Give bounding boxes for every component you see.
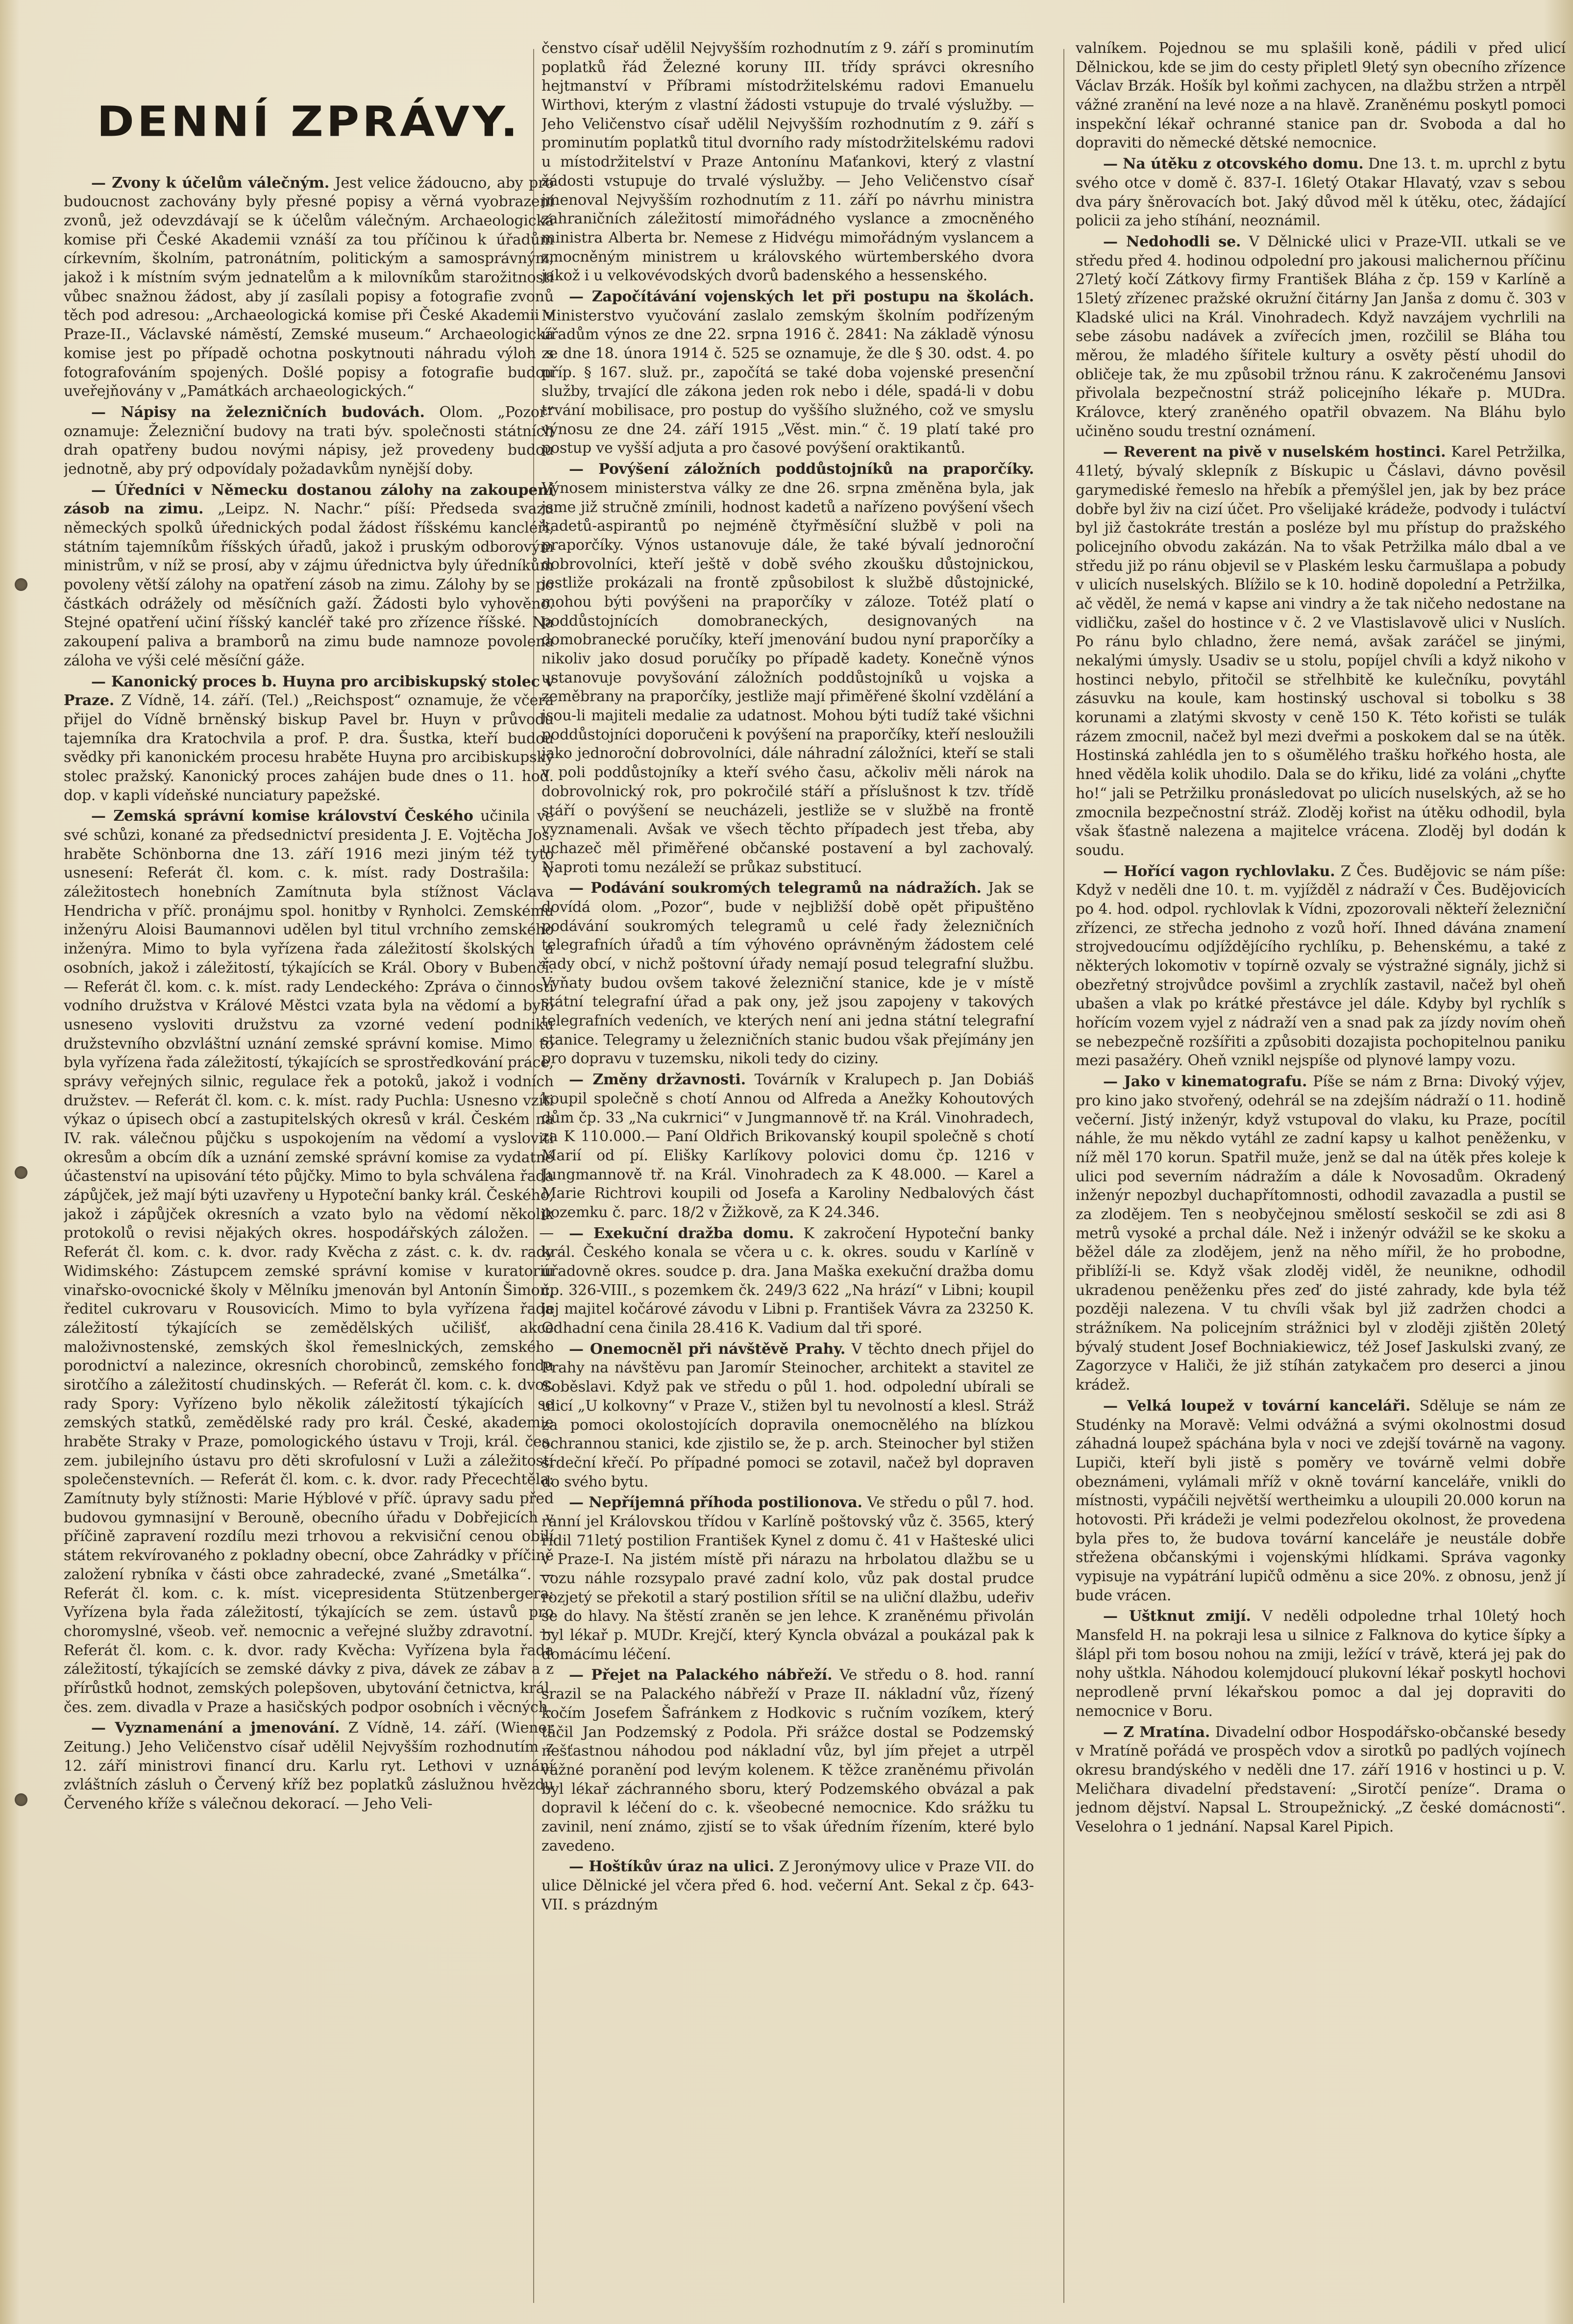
- article: [1076, 1397, 1566, 1606]
- article-headline: — Započítávání vojenských let při postupu na školách.: [569, 288, 1034, 305]
- article-body: Píše se nám z Brna: Divoký výjev, pro kino jako stvořený, odehrál se na zdejším nádraží o 11. hodině večerní. Jistý inženýr, když vstupoval do vlaku, ku Praze, pocítil náhle, že mu někdo vytáhl ze zadní kapsy u kalhot peněženku, v níž měl 170 korun. Spatřil muže, jenž se dal na útěk přes koleje k ulici pod severním nádražím a dále k Novosadům. Okradený inženýr nepozbyl duchapřítomnosti, odhodil zavazadla a pustil se za zlodějem. Ten s neobyčejnou smělostí seskočil se zdi asi 8 metrů vysoké a prchal dále. Než i inženýr odvážil se ke skoku a běžel dále za zlodějem, jenž na něho mířil, že ho probodne, přiblíží-li se. Když však zloděj viděl, že neunikne, odhodil ukradenou peněženku přes zeď do jisté zahrady, kde byla též později nalezena. V tu chvíli však byl již zadržen chodci a strážníkem. Na policejním strážnici byl v zloději zjištěn 20letý bývalý student Josef Bochniakiewicz, též Josef Jaskulski zvaný, ze Zagorzyce v Haliči, že již stíhán zatykačem pro deserci a jinou krádež.: [1076, 1073, 1566, 1394]
- article-body: Z Vídně, 14. září. (Tel.) „Reichspost“ oznamuje, že včera přijel do Vídně brněnský biskup Pavel br. Huyn v průvodu tajemníka dra Kratochvila a prof. P. dra. Šustka, kteří budou svědky při kanonickém procesu hraběte Huyna pro arcibiskupský stolec pražský. Kanonický proces zahájen bude dnes o 11. hod. dop. v kapli vídeňské nunciatury papežské.: [64, 692, 554, 804]
- article-body: Z Jeronýmovy ulice v Praze VII. do ulice Dělnické jel včera před 6. hod. večerní Ant. Sekal z čp. 643-VII. s prázdným: [541, 1858, 1034, 1913]
- article-body: V Dělnické ulici v Praze-VII. utkali se ve středu před 4. hodinou odpolední pro jakousi malichernou příčinu 27letý kočí Zátkovy firmy František Bláha z čp. 159 v Karlíně a 15letý zřízenec pražské okružní čitárny Jan Janša z domu č. 303 v Kladské ulici na Král. Vinohradech. Když navzájem vychrlili na sebe zásobu nadávek a zvířecích jmen, rozčilil se Bláha tou měrou, že mladého šířitele kultury a osvěty pěstí uhodil do obličeje tak, že mu způsobil tržnou ránu. K zakročenému Jansovi přivolala bezpečnostní stráž policejního lékaře p. MUDra. Královce, který zraněného opatřil obvazem. Na Bláhu bylo učiněno soudu trestní oznámení.: [1076, 233, 1566, 440]
- article-headline: — Hořící vagon rychlovlaku.: [1103, 862, 1335, 880]
- article: [64, 174, 554, 401]
- article: [1076, 155, 1566, 231]
- article-body: V těchto dnech přijel do Prahy na návštěvu pan Jaromír Steinocher, architekt a stavitel ze Soběslavi. Když pak ve středu o půl 1. hod. odpolední ubírali se ulicí „U kolkovny“ v Praze V., stižen byl tu nevolností a klesl. Stráž za pomoci okolostojících dopravila onemocnělého na blízkou ochrannou stanici, kde zjistilo se, že p. arch. Steinocher byl stižen srdeční křečí. Po případné pomoci se zotavil, načež byl dopraven do svého bytu.: [541, 1340, 1034, 1491]
- article-headline: — Zvony k účelům válečným.: [91, 174, 329, 192]
- column-1: [64, 39, 554, 2303]
- article-headline: — Nedohodli se.: [1103, 233, 1241, 250]
- article-headline: — Zemská správní komise království Českého: [91, 807, 473, 825]
- article: [541, 39, 1034, 286]
- article: [541, 1493, 1034, 1664]
- article-body: Divadelní odbor Hospodářsko-občanské besedy v Mratíně pořádá ve prospěch vdov a sirotků po padlých vojínech okresu brandýského v neděli dne 17. září 1916 v hostinci u p. V. Meličhara divadelní představení: „Sirotčí peníze“. Drama o jednom dějství. Napsal L. Stroupežnický. „Z české domácnosti“. Veseloh​ra o 1 jednání. Napsal Karel Pipich.: [1076, 1723, 1566, 1835]
- article: [541, 1224, 1034, 1338]
- article-headline: — Povýšení záložních poddůstojníků na praporčíky.: [569, 461, 1034, 478]
- article-body: valníkem. Pojednou se mu splašili koně, pádili v před ulicí Dělnickou, kde se jim do cesty připletl 9letý syn obecního zřízence Václav Brzák. Hošík byl koňmi zachycen, na dlažbu stržen a ntrpěl vážné zranění na levé noze a na hlavě. Zraněnému poskytl pomoci inspekční lékař ochranné stanice pan dr. Svoboda a dal ho dopraviti do německé dětské nemocnice.: [1076, 40, 1566, 152]
- column-3-articles: [1076, 39, 1566, 1837]
- article: [64, 1719, 554, 1813]
- article-body: Sděluje se nám ze Studénky na Moravě: Velmi odvážná a svými okolnostmi dosud záhadná loupež spáchána byla v noci ve zdejší továrně na vagony. Lupiči, kteří byli jistě s poměry ve továrně velmi dobře obeznámeni, vylámali mříž v okně tovární kanceláře, vnikli do místnosti, vypáčili největší wertheimku a uloupili 20.000 korun na hotovosti. Při krádeži je velmi podezřelou okolnost, že provedena byla přes to, že budova tovární kanceláře je neustále dobře střežena občanskými i vojenskými hlídkami. Správa vagonky vypisuje na vypátrání lupičů odměnu a sice 20%. z obnosu, jenž jí bude vrácen.: [1076, 1397, 1566, 1604]
- article: [541, 288, 1034, 458]
- article-headline: — Kanonický proces b. Huyna pro arcibiskupský stolec v Praze.: [64, 673, 554, 709]
- article-body: Továrník v Kralupech p. Jan Dobiáš koupil společně s chotí Annou od Alfreda a Anežky Kohoutových dům čp. 33 „Na cukrnici“ v Jungmannově tř. na Král. Vinohradech, za K 110.000.— Paní Oldřich Brikovanský koupil společně s chotí Marií od pí. Elišky Karlíkovy polovici domu čp. 1216 v Jungmannově tř. na Král. Vinohradech za K 48.000. — Karel a Marie Richtrovi koupili od Josefa a Karoliny Nedbalových část pozemku č. parc. 18/2 v Žižkově, za K 24.346.: [541, 1071, 1034, 1221]
- article-body: Ve středu o půl 7. hod. ranní jel Královskou třídou v Karlíně poštovský vůz č. 3565, který řídil 71letý postilion František Kynel z domu č. 41 v Hašteské ulici v Praze-I. Na jistém místě při nárazu na hrbolatou dlažbu se u vozu náhle rozsypalo pravé zadní kolo, vůz pak dostal prudce rozjetý se překotil a starý postilion sřítil se na uliční dlažbu, udeřiv se do hlavy. Na štěstí zraněn se jen lehce. K zraněnému přivolán byl lékař p. MUDr. Krejčí, který Kyncla obvázal a poukázal pak k domácímu léčení.: [541, 1494, 1034, 1663]
- article-body: Ve středu o 8. hod. ranní srazil se na Palackého nábřeží v Praze II. nákladní vůz, řízený kočím Josefem Šafránkem z Hodkovic s ručním vozíkem, který táčil Jan Podzemský z Podola. Při srážce dostal se Podzemský nešťastnou náhodou pod nákladní vůz, byl jím přejet a utrpěl vážné poranění pod levým kolenem. K těžce zraněnému přivolán byl lékař záchranného sboru, který Podzemského obvázal a pak dopravil k léčení do c. k. všeobecné nemocnice. Kdo srážku tu zavinil, není známo, zjistí se to však úředním řízením, které bylo zavedeno.: [541, 1666, 1034, 1855]
- article-body: Ministerstvo vyučování zaslalo zemským školním podřízeným úřadům výnos ze dne 22. srpna 1916 č. 2841: Na základě výnosu ze dne 18. února 1914 č. 525 se oznamuje, že dle § 30. odst. 4. po příp. § 167. služ. pr., započítá se také doba vojenské presenční služby, trvající dle zákona jeden rok nebo i déle, spadá-li v dobu trvání mobilisace, pro postup do vyššího služného, což ve smyslu výnosu ze dne 24. září 1915 „Věst. min.“ č. 19 platí také pro postup ve vyšší adjuta a pro časové povýšení oraktikantů.: [541, 307, 1034, 457]
- article-headline: — Nápisy na železničních budovách.: [91, 403, 425, 421]
- article: [1076, 233, 1566, 441]
- article-headline: — Onemocněl při návštěvě Prahy.: [569, 1340, 846, 1358]
- article-headline: — Úředníci v Německu dostanou zálohy na zakoupení zásob na zimu.: [64, 481, 554, 518]
- article-body: Olom. „Pozor“ oznamuje: Železniční budovy na trati býv. společnosti státních drah opatřeny budou novými nápisy, jež provedeny budou jednotně, aby prý odpovídaly požadavkům nynější doby.: [64, 403, 554, 478]
- article: [64, 403, 554, 479]
- article-headline: — Přejet na Palackého nábřeží.: [569, 1666, 833, 1684]
- column-1-articles: [64, 174, 554, 1814]
- binding-hole: [15, 1166, 27, 1179]
- article: [1076, 1607, 1566, 1721]
- article-body: čenstvo císař udělil Nejvyšším rozhodnutím z 9. září s prominutím poplatků řád Železné koruny III. třídy správci okresního hejtmanství v Příbrami místodržitelskému radovi Emanuelu Wirthovi, kterým z vlastní žádosti vstupuje do trvalé výslužby. — Jeho Veličenstvo císař udělil Nejvyšším rozhodnutím z 9. září s prominutím poplatků titul dvorního rady místodržitelskému radovi u místodržitelství v Praze Antonínu Maťankovi, který z vlastní žádosti vstupuje do trvalé výslužby. — Jeho Veličenstvo císař jmenoval Nejvyšším rozhodnutím z 11. září po návrhu ministra zahraničních záležitostí mimořádného vyslance a zmocněného ministra Alberta br. Nemese z Hidvégu mimořádným vyslancem a zmocněným ministrem u královského würtemberského dvora jakož i u velkovévodských dvorů badenského a hessenského.: [541, 40, 1034, 285]
- article-body: K zakročení Hypoteční banky král. Českého konala se včera u c. k. okres. soudu v Karlíně v úřadovně okres. soudce p. dra. Jana Maška exekuční dražba domu čp. 326-VIII., s pozemkem čk. 249/3 622 „Na hrází“ v Libni; koupil jej majitel kočárové závodu v Libni p. František Vávra za 23250 K. Odhadní cena činila 28.416 K. Vadium dal tři sporé.: [541, 1224, 1034, 1337]
- article-headline: — Jako v kinematografu.: [1103, 1073, 1307, 1091]
- article-headline: — Změny državnosti.: [569, 1071, 746, 1089]
- section-title: DENNÍ ZPRÁVY.: [97, 98, 521, 146]
- article: [541, 1340, 1034, 1492]
- article-headline: — Uštknut zmijí.: [1103, 1608, 1251, 1625]
- article-body: Výnosem ministerstva války ze dne 26. srpna změněna byla, jak jsme již stručně zmínili, hodnost kadetů a nařízeno povýšení všech kadetů-aspirantů po nejméně čtyřměsíční službě v poli na praporčíky. Výnos ustanovuje dále, že také bývalí jednoroční dobrovolníci, kteří ještě v době svého zkoušku důstojnickou, jestliže prokázali na frontě způsobilost k službě důstojnické, mohou býti povýšeni na praporčíky v záloze. Totéž platí o poddůstojnících domobraneckých, designovaných na domobranecké poručíky, kteří jmenování budou nyní praporčíky a nikoliv jako dosud poručíky po případě kadety. Konečně výnos ustanovuje povyšování záložních poddůstojníků u vojska a zeměbrany na praporčíky, jestliže mají přiměřené školní vzdělání a jsou-li majiteli medalie za udatnost. Mohou býti tudíž také všichni poddůstojníci doporučeni k povýšení na praporčíky, kteří nesloužili jako jednoroční dobrovolníci, dále náhradní záložníci, kteří se stali v poli poddůstojníky a kteří svého času, ačkoliv měli nárok na dobrovolnický rok, pro pokročilé stáří a příslušnost k tzv. třídě stáří o povýšení se neucházeli, jestliže se v službě na frontě vyznamenali. Avšak ve všech těchto případech jest třeba, aby uchazeč měl přiměřené občanské postavení a byl zachovalý. Naproti tomu nezáleží se průkaz substitucí.: [541, 479, 1034, 876]
- article-headline: — Exekuční dražba domu.: [569, 1224, 794, 1242]
- article-headline: — Reverent na pivě v nuselském hostinci.: [1103, 443, 1446, 461]
- article-body: učinila ve své schůzi, konané za předsednictví presidenta J. E. Vojtěcha Jos. hraběte Schönborna dne 13. září 1916 mezi jiným též tyto usnesení: Referát čl. kom. c. k. míst. rady Dostrašila: V záležitostech honebních Zamítnuta byla stížnost Václava Hendricha v příč. pronájmu spol. honitby v Rynholci. Zemskému inženýru Aloisi Baumannovi udělen byl titul vrchního zemského inženýra. Mimo to byla vyřízena řada záležitostí školských a osobních, jakož i záležitostí, týkajících se Král. Obory v Bubenči. — Referát čl. kom. c. k. míst. rady Lendeckého: Zpráva o činnosti vodního družstva v Králové Městci vzata byla na vědomí a bylo usneseno vysloviti družstvu za vzorné vedení podniku družstevního obzvláštní uznání zemské správní komise. Mimo to byla vyřízena řada záležitostí, týkajících se sprostředkování práce, správy veřejných silnic, regulace řek a potoků, jakož i vodních družstev. — Referát čl. kom. c. k. míst. rady Puchla: Usnesno vzíti výkaz o úpisech obcí a zastupitelských okresů v král. Českém na IV. rak. válečnou půjčku s uspokojením na vědomí a vysloviti okresům a obcím dík a uznání zemské správní komise za vydatné účastenství na upisování této půjčky. Mimo to byla schválena řada zápůjček, jež mají býti uzavřeny u Hypoteční banky král. Českého, jakož i zápůjček okresních a vzato bylo na vědomí několik protokolů o revisi nějakých okres. hospodářských záložen. — Referát čl. kom. c. k. dvor. rady Kvěcha z zást. c. k. dv. rady Widimského: Zástupcem zemské správní komise v kuratoriu vinařsko-ovocnické školy v Mělníku jmenován byl Antonín Šimon, ředitel cukrovaru v Rousovicích. Mimo to byla vyřízena řada záležitostí týkajících se zemědělských učilišť, akce maloživnostenské, zemských škol řemeslnických, zemského porodnictví a nalezince, okresních chorobinců, zemského fondu sirotčího a záležitostí chudinských. — Referát čl. kom. c. k. dvor. rady Spory: Vyřízeno bylo několik záležitostí týkajících se zemských statků, zemědělské rady pro král. České, akademie hraběte Straky v Praze, pomologického ústavu v Troji, král. čes. zem. jubilejního ústavu pro děti skrofulosní v Luži a záležitostí společenstevních. — Referát čl. kom. c. k. dvor. rady Přecechtěla: Zamítnuty byly stížnosti: Marie Hýblové v příč. úpravy sadu před budovou gymnasijní v Berouně, obecního úřadu v Dobřejicích v příčině zapravení rozdílu mezi trhovou a rekvisiční cenou obilí státem rekvírovaného z pokladny obecní, obce Zahrádky v příčině založení rybníka v části obce zahradecké, zvané „Smetálka“. — Referát čl. kom. c. k. míst. vicepresidenta Stützenbergera: Vyřízena byla řada záležitostí, týkajících se zem. ústavů pro choromyslné, všeob. veř. nemocnic a veřejné služby zdravotní. — Referát čl. kom. c. k. dvor. rady Kvěcha: Vyřízena byla řada záležitostí, týkajících se zemské dávky z piva, dávek ze zábav a z přírůstků hodnot, zemských polepšoven, ubytování četnictva, král. čes. zem. divadla v Praze a hasičských podpor osobních i věcných.: [64, 807, 554, 1716]
- article: [541, 1666, 1034, 1856]
- article-body: „Leipz. N. Nachr.“ píší: Předseda svazu německých spolků úřednických podal žádost říšskému kancléři, státním tajemníkům říšských úřadů, jakož i pruským odborovým ministrům, v níž se prosí, aby v zájmu úřednictva byly úředníkům povoleny větší zálohy na opatření zásob na zimu. Zálohy by se po částkách odrážely od měsíčních gaží. Žádosti bylo vyhověno. Stejné opatření učiní říšský kancléř také pro zřízence říšské. Na zakoupení paliva a bramborů na zimu bude namnoze povolena záloha ve výši celé měsíční gáže.: [64, 500, 554, 669]
- article-headline: — Velká loupež v tovární kanceláři.: [1103, 1397, 1411, 1415]
- article: [64, 481, 554, 671]
- article-headline: — Nepříjemná příhoda postilionova.: [569, 1494, 862, 1512]
- article-headline: — Podávání soukromých telegramů na nádražích.: [569, 880, 982, 897]
- binding-hole: [15, 1793, 27, 1806]
- article-body: Jak se dovídá olom. „Pozor“, bude v nejbližší době opět připuštěno podávání soukromých telegramů u celé řady železničních telegrafních úřadů a tím výhovéno oprávněným žádostem celé řady obcí, v nichž poštovní úřady nemají posud telegrafní službu. Vyňaty budou ovšem takové železniční stanice, kde je v místě státní telegrafní úřad a pak ony, jež jsou zapojeny v takových telegrafních vedeních, ve kterých není ani jedna státní telegrafní stanice. Telegramy u železničních stanic budou však přejímány jen pro dopravu v tuzemsku, nikoli tedy do ciziny.: [541, 880, 1034, 1068]
- article-headline: — Vyznamenání a jmenování.: [91, 1719, 340, 1737]
- column-rule: [1063, 49, 1064, 2303]
- column-2: [541, 39, 1034, 2303]
- column-2-articles: [541, 39, 1034, 1914]
- column-3: [1076, 39, 1566, 2303]
- article-body: Karel Petržilka, 41letý, bývalý sklepník z Bískupic u Čáslavi, dávno pověsil garymediské řemeslo na hřebík a přemýšlel jen, jak by bez práce dobře byl živ na cizí účet. Pro všelijaké krádeže, podvody i tuláctví byl již častokráte trestán a posléze byl mu přístup do pražského policejního obvodu zakázán. Na to však Petržilka málo dbal a ve středu již po ránu objevil se v Plaském lesku čarmušlapa a pobudy v ulicích nuselských. Blížilo se k 10. hodině dopolední a Petržilka, ač věděl, že nemá v kapse ani vindry a že tak ničeho nedostane na vidličku, zašel do hostince v č. 2 ve Vlastislavově ulici v Nuslích. Po ránu bylo chladno, žere nemá, avšak zaráčel se jinými, nekalými úmysly. Usadiv se u stolu, popíjel chvíli a když nikoho v hostinci nebylo, přitočil se střelhbitě ke kulečníku, povytáhl zásuvku na koule, kam hostinský uschoval si tobolku s 38 korunami a zlatými skvosty v ceně 150 K. Této kořisti se tulák rázem zmocnil, načež byl mezi dveřmi a poskokem dal se na útěk. Hostinská zahlédla jen to s ošumělého trašku hořkého hosta, ale hned věděla kolik uhodilo. Dala se do křiku, lidé za voláni „chyťte ho!“ jali se Petržilku pronásledovat po ulicích nuselských, až se ho zmocnila bezpečnostní stráž. Zloděj kořist na útěku odhodil, byla však šťastně nalezena a majitelce vrácena. Zloděj byl dodán k soudu.: [1076, 443, 1566, 859]
- article: [64, 807, 554, 1717]
- article: [1076, 39, 1566, 153]
- article-body: Z Vídně, 14. září. (Wiener Zeitung.) Jeho Veličenstvo císař udělil Nejvyšším rozhodnutím z 12. září ministrovi financí dru. Karlu ryt. Lethovi v uznání zvláštních zásluh o Červený kříž bez poplatků záslužnou hvězdu Červeného kříže s válečnou dekorací. — Jeho Veli-: [64, 1719, 554, 1813]
- article: [1076, 862, 1566, 1071]
- binding-hole: [15, 578, 27, 591]
- article: [1076, 443, 1566, 860]
- article: [541, 460, 1034, 877]
- article: [64, 673, 554, 806]
- article-headline: — Hoštíkův úraz na ulici.: [569, 1858, 774, 1876]
- article: [541, 1071, 1034, 1223]
- article: [1076, 1073, 1566, 1395]
- article: [541, 879, 1034, 1069]
- article-body: Jest velice žádoucno, aby pro budoucnost zachovány byly přesné popisy a věrná vyobrazení zvonů, jež odevzdávají se k účelům válečným. Archaeologická komise při České Akademii vznáší za tou příčinou k úřadům církevním, školním, patronátním, politickým a samosprávným, jakož i k místním svým jednatelům a k milovníkům starožitností vůbec snažnou žádost, aby jí zasílali popisy a fotografie zvonů těch pod adresou: „Archaeologická komise při České Akademii v Praze-II., Václavské náměstí, Zemské museum.“ Archaeologická komise jest po případě ochotna poskytnouti náhradu výloh s fotografováním spojených. Došlé popisy a fotografie budou uveřejňovány v „Památkách archaeologických.“: [64, 174, 554, 400]
- article-body: V neděli odpoledne trhal 10letý hoch Mansfeld H. na pokraji lesa u silnice z Falknova do kytice šípky a šlápl při tom bosou nohou na zmiji, ležící v trávě, která jej pak do nohy uštkla. Náhodou kolemjdoucí plukovní lékař poskytl hochovi neprodleně první lékařskou pomoc a dal jej dopraviti do nemocnice v Boru.: [1076, 1608, 1566, 1720]
- article-headline: — Z Mratína.: [1103, 1723, 1210, 1741]
- article-body: Z Čes. Budějovic se nám píše: Když v neděli dne 10. t. m. vyjížděl z nádraží v Čes. Budějovicích po 4. hod. odpol. rychlovlak k Vídni, zpozorovali někteří železniční zřízenci, ze střecha jednoho z vozů hoří. Ihned dávána znamení strojvedoucímu odjíždějícího rychlíku, p. Behenskému, a také z některých lokomotiv v topírně ozvaly se výstražné signály, jichž si obezřetný strojvůdce povšiml a zrychlík zastavil, načež byl oheň ubašen a vlak po krátké přestávce jel dále. Kdyby byl rychlík s hořícím vozem vyjel z nádraží ven a snad pak za jízdy novím oheň se nebezpečně rozšířiti a způsobiti dozajista pochopitelnou paniku mezi pasažéry. Oheň vznikl nejspíše od plynové lampy vozu.: [1076, 862, 1566, 1070]
- article: [1076, 1723, 1566, 1837]
- article: [541, 1858, 1034, 1914]
- article-headline: — Na útěku z otcovského domu.: [1103, 155, 1364, 173]
- article-body: Dne 13. t. m. uprchl z bytu svého otce v domě č. 837-I. 16letý Otakar Hlavatý, vzav s sebou dva páry šněrovacích bot. Jaký důvod měl k útěku, otec, žádající policii za jeho stíhání, neoznámil.: [1076, 155, 1566, 230]
